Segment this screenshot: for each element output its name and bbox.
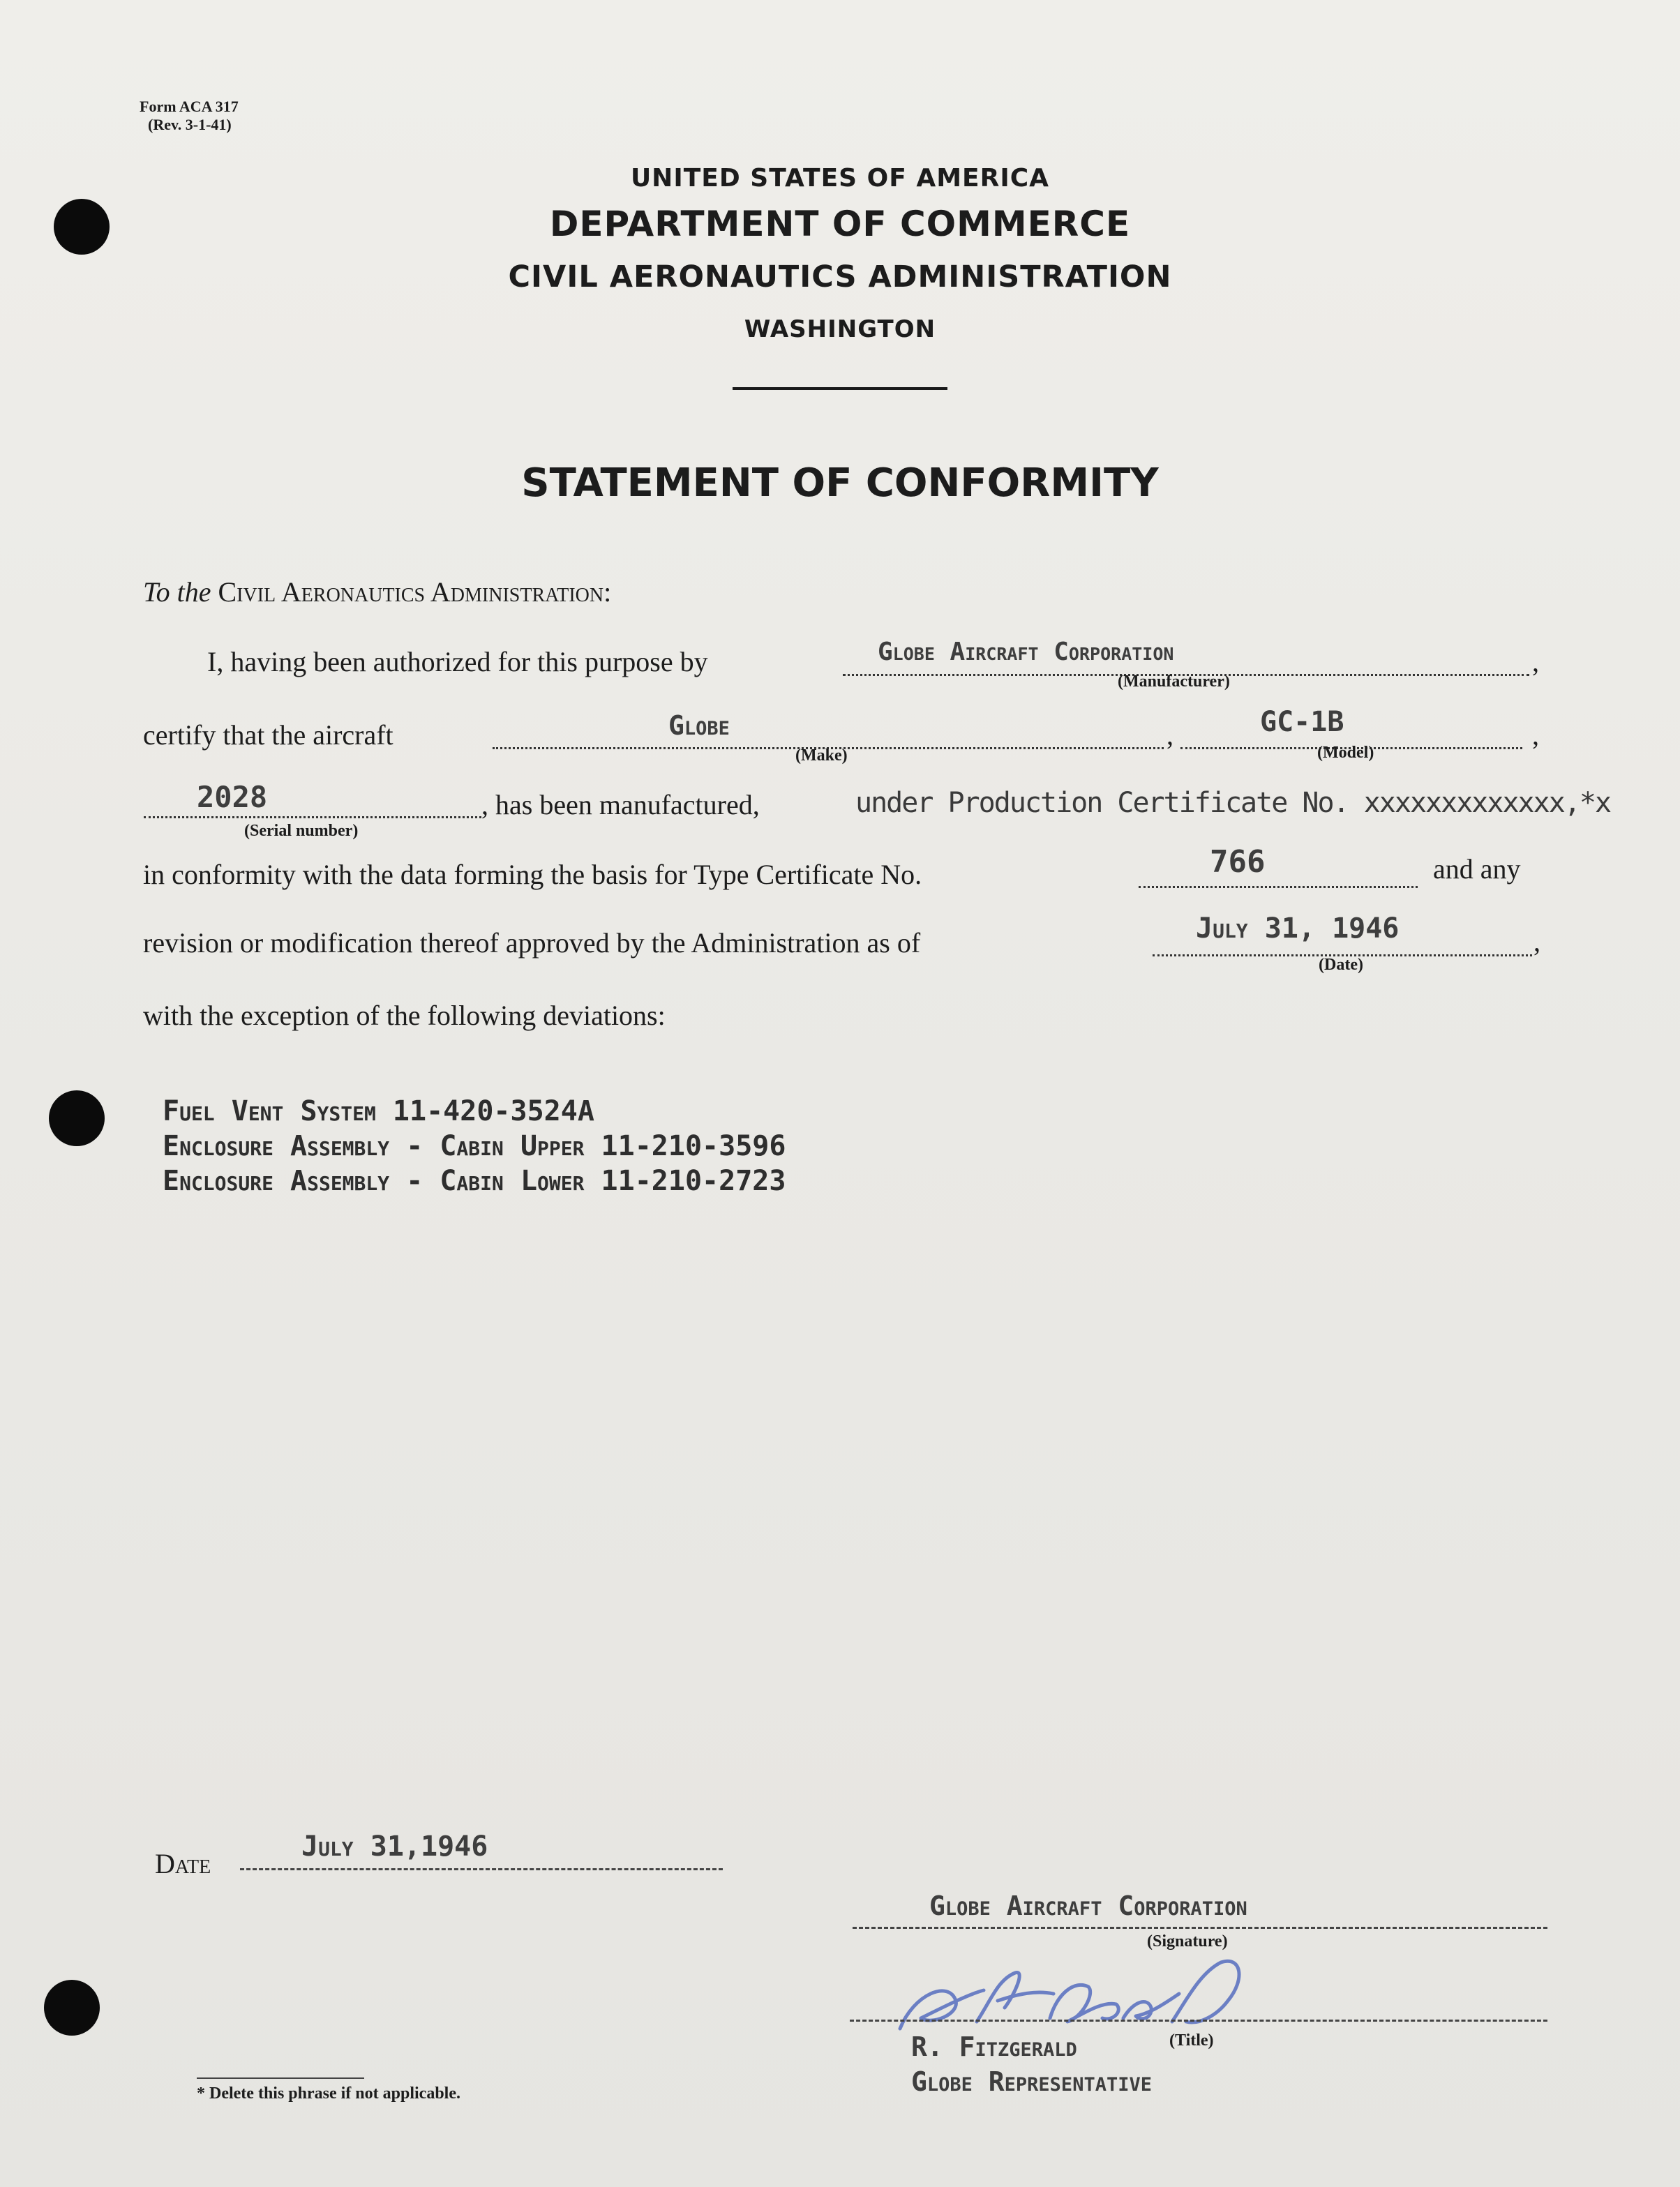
deviation-item: Fuel Vent System 11-420-3524A [163, 1095, 594, 1127]
document-title: STATEMENT OF CONFORMITY [521, 460, 1159, 506]
make-label: (Make) [795, 746, 848, 765]
line5-text: revision or modification thereof approved by the Administration as of [143, 927, 921, 959]
header-country: UNITED STATES OF AMERICA [630, 164, 1050, 193]
struck-phrase: under Production Certificate No. xxxxxxxxxxxxx,*x [855, 787, 1611, 819]
signer-name: R. Fitzgerald [911, 2031, 1077, 2062]
line4-end: and any [1433, 853, 1521, 885]
header-divider [733, 387, 947, 390]
line5-comma: , [1533, 926, 1540, 957]
handwritten-signature [893, 1952, 1256, 2043]
header-agency: CIVIL AERONAUTICS ADMINISTRATION [508, 260, 1172, 294]
header-city: WASHINGTON [744, 315, 936, 343]
binder-hole-bottom [44, 1980, 100, 2036]
form-number-block [140, 98, 239, 134]
line2-comma-1: , [1167, 719, 1173, 751]
signed-date-label: Date [155, 1848, 211, 1879]
line1-text: I, having been authorized for this purpose by [207, 646, 708, 677]
footnote: * Delete this phrase if not applicable. [197, 2084, 460, 2103]
signature-label: (Signature) [1147, 1932, 1228, 1951]
model-value: GC-1B [1260, 706, 1344, 738]
line6-text: with the exception of the following deviations: [143, 1000, 666, 1031]
form-number: Form ACA 317 [140, 98, 239, 115]
signature-organization: Globe Aircraft Corporation [929, 1891, 1247, 1921]
signature-field-line [853, 1927, 1547, 1929]
title-field-line [850, 2020, 1547, 2022]
model-label: (Model) [1317, 744, 1374, 762]
salutation [143, 576, 611, 608]
line2-comma-2: , [1532, 719, 1539, 751]
line3-text: , has been manufactured, [481, 789, 760, 820]
make-value: Globe [668, 710, 730, 741]
header-department: DEPARTMENT OF COMMERCE [549, 204, 1131, 244]
form-revision: (Rev. 3-1-41) [148, 116, 232, 133]
serial-label: (Serial number) [244, 822, 359, 840]
line4-text: in conformity with the data forming the basis for Type Certificate No. [143, 859, 922, 890]
salutation-prefix: To the [143, 576, 211, 608]
title-label: (Title) [1169, 2031, 1214, 2050]
deviation-item: Enclosure Assembly - Cabin Lower 11-210-2723 [163, 1165, 786, 1197]
type-cert-field-line [1139, 886, 1418, 888]
serial-value: 2028 [197, 780, 268, 814]
salutation-suffix: : [603, 576, 612, 608]
manufacturer-value: Globe Aircraft Corporation [878, 638, 1174, 666]
footnote-rule [197, 2077, 364, 2079]
approval-date-value: July 31, 1946 [1196, 912, 1400, 945]
line1-comma: , [1532, 646, 1539, 677]
deviations-list [163, 1094, 786, 1198]
salutation-addressee: Civil Aeronautics Administration [218, 576, 604, 608]
signer-role: Globe Representative [911, 2066, 1152, 2097]
deviation-item: Enclosure Assembly - Cabin Upper 11-210-3596 [163, 1130, 786, 1162]
signed-date-value: July 31,1946 [301, 1831, 488, 1863]
binder-hole-middle [49, 1090, 105, 1146]
line2-text: certify that the aircraft [143, 719, 393, 751]
type-cert-value: 766 [1210, 844, 1266, 880]
manufacturer-label: (Manufacturer) [1118, 672, 1230, 691]
signed-date-field-line [240, 1868, 723, 1870]
approval-date-label: (Date) [1319, 956, 1363, 974]
serial-field-line [144, 816, 481, 818]
